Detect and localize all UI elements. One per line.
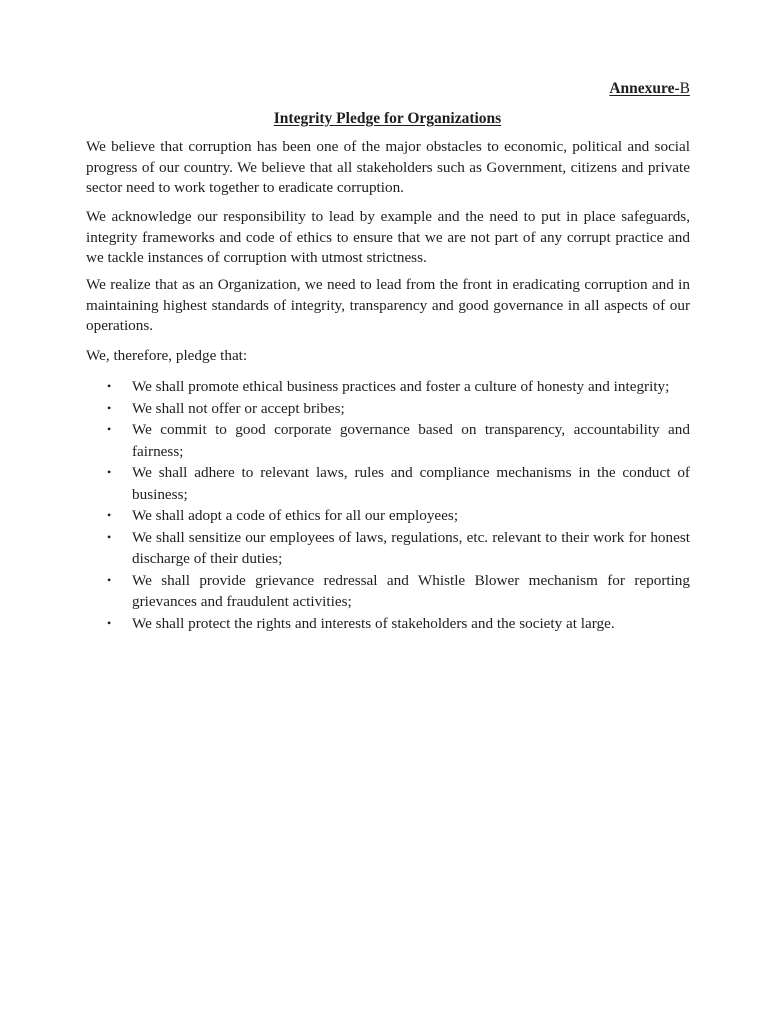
pledge-text: We shall promote ethical business practices and foster a culture of honesty and integrity; bbox=[132, 378, 670, 395]
bullet-icon: • bbox=[107, 422, 112, 436]
pledge-list bbox=[86, 376, 690, 634]
bullet-icon: • bbox=[107, 508, 112, 522]
pledge-text: We commit to good corporate governance based on transparency, accountability and fairness; bbox=[132, 421, 690, 460]
pledge-text: We shall provide grievance redressal and Whistle Blower mechanism for reporting grievances and fraudulent activities; bbox=[132, 571, 690, 610]
pledge-item bbox=[86, 462, 690, 505]
bullet-icon: • bbox=[107, 572, 112, 587]
pledge-item bbox=[86, 613, 690, 635]
pledge-item bbox=[86, 419, 690, 462]
bullet-icon: • bbox=[107, 615, 112, 630]
pledge-item bbox=[86, 570, 690, 613]
paragraph-corruption-obstacle: We believe that corruption has been one of the major obstacles to economic, political and social progress of our country. We believe that all stakeholders such as Government, citizens and private sector need to work together to eradicate corruption. bbox=[86, 138, 690, 196]
bullet-icon: • bbox=[107, 529, 112, 544]
pledge-text: We shall sensitize our employees of laws, regulations, etc. relevant to their work for honest discharge of their duties; bbox=[132, 528, 690, 567]
pledge-text: We shall adopt a code of ethics for all our employees; bbox=[132, 507, 459, 524]
pledge-text: We shall protect the rights and interests of stakeholders and the society at large. bbox=[132, 614, 615, 632]
pledge-item bbox=[86, 505, 690, 527]
paragraph-organization: We realize that as an Organization, we need to lead from the front in eradicating corruption and in maintaining highest standards of integrity, transparency and good governance in all aspects of our operations. bbox=[86, 276, 690, 334]
paragraph-pledge-intro: We, therefore, pledge that: bbox=[86, 347, 248, 364]
document-title: Integrity Pledge for Organizations bbox=[273, 110, 502, 127]
annexure-label bbox=[609, 79, 690, 99]
bullet-icon: • bbox=[107, 379, 112, 393]
bullet-icon: • bbox=[107, 400, 112, 415]
pledge-text: We shall not offer or accept bribes; bbox=[132, 399, 345, 417]
pledge-item bbox=[86, 527, 690, 570]
annexure-prefix: Annexure- bbox=[609, 80, 680, 97]
annexure-letter: B bbox=[679, 80, 690, 97]
bullet-icon: • bbox=[107, 465, 112, 479]
pledge-item bbox=[86, 398, 690, 420]
pledge-text: We shall adhere to relevant laws, rules and compliance mechanisms in the conduct of business; bbox=[132, 464, 690, 503]
paragraph-responsibility: We acknowledge our responsibility to lead by example and the need to put in place safeguards, integrity frameworks and code of ethics to ensure that we are not part of any corrupt practice and we tackle instances of corruption with utmost strictness. bbox=[86, 208, 690, 266]
pledge-item bbox=[86, 376, 690, 398]
